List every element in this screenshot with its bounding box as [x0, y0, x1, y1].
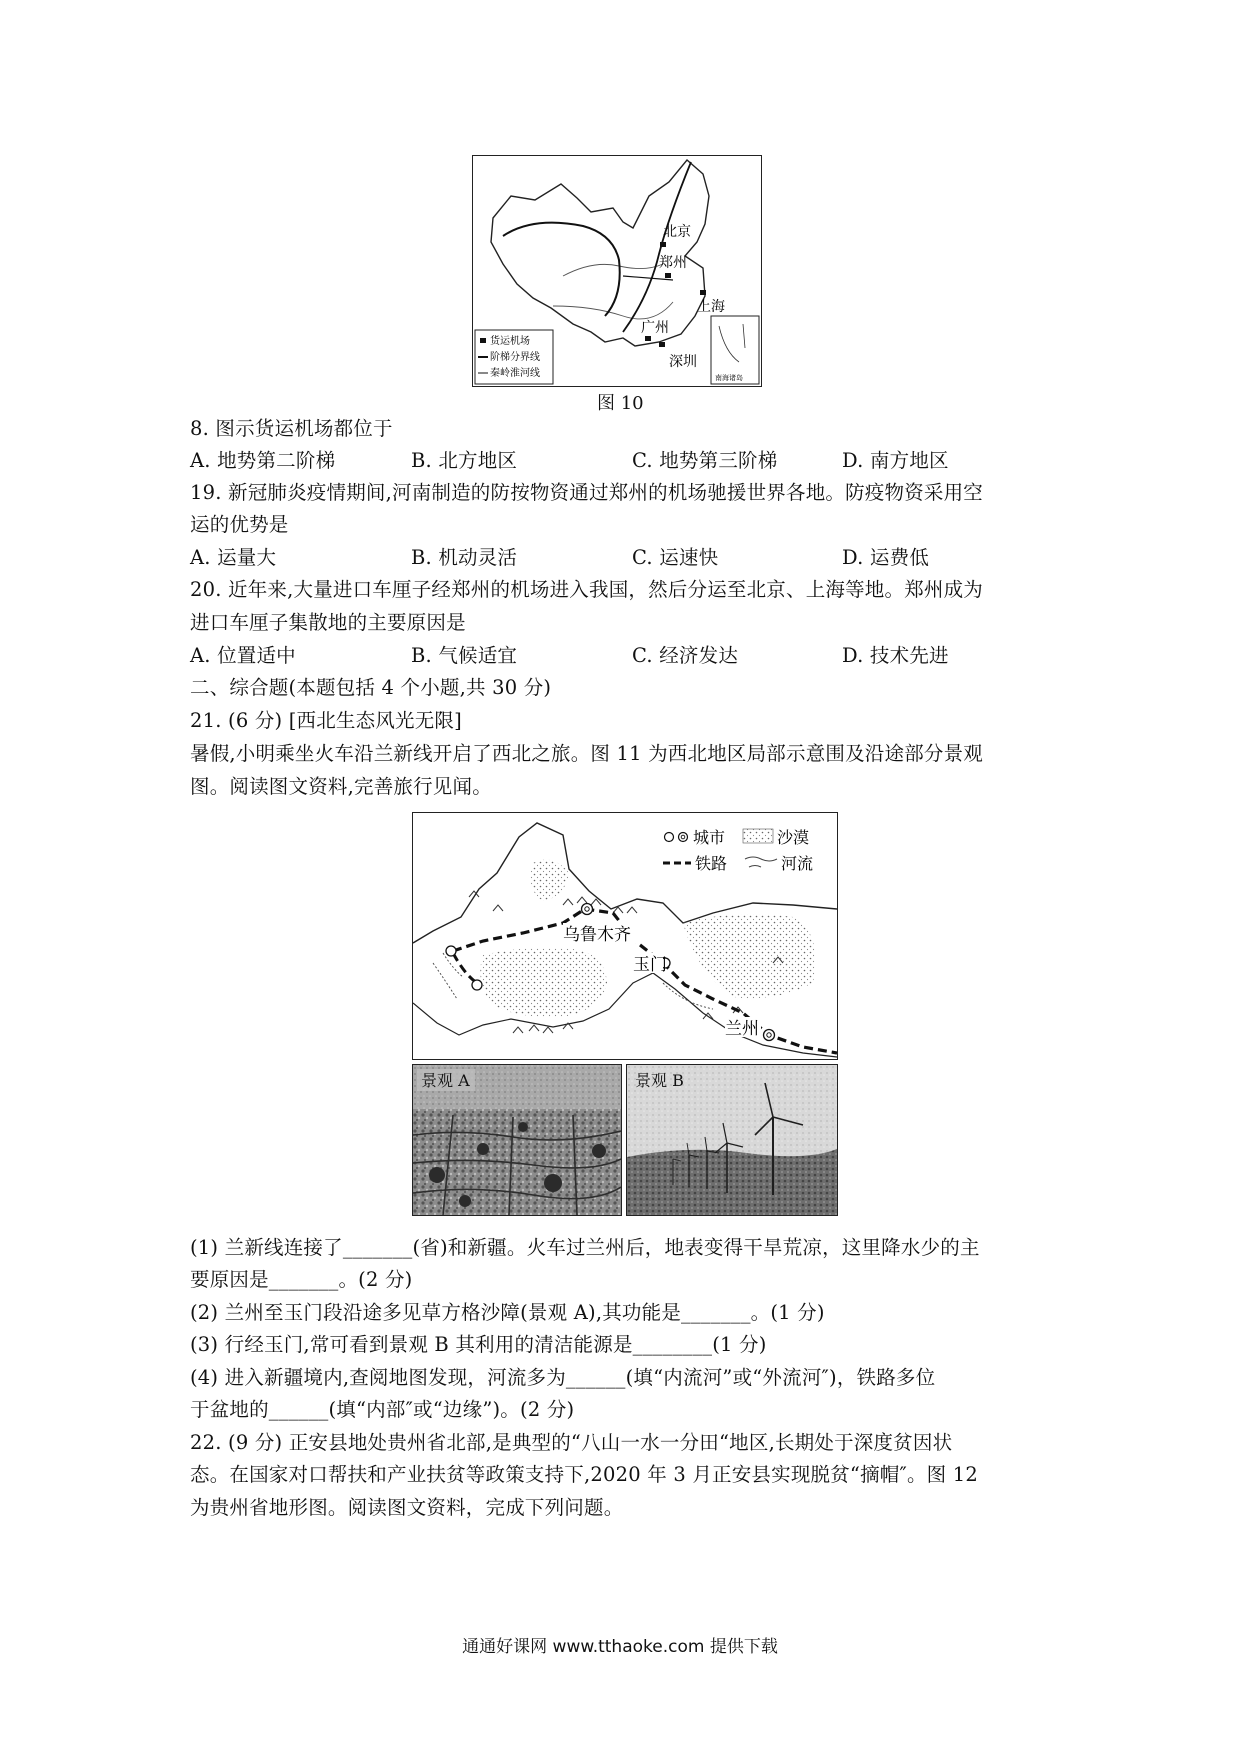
q20-stem-line1: 20. 近年来,大量进口车厘子经郑州的机场进入我国，然后分运至北京、上海等地。郑州成为 [190, 578, 984, 601]
q19-option-a: A. 运量大 [190, 546, 277, 569]
q21-intro-line1: 暑假,小明乘坐火车沿兰新线开启了西北之旅。图 11 为西北地区局部示意围及沿途部分景观 [190, 742, 984, 765]
airport-marker-shenzhen [659, 342, 665, 347]
q20-option-a: A. 位置适中 [190, 644, 296, 667]
q20-option-b: B. 气候适宜 [411, 644, 518, 667]
q22-line3: 为贵州省地形图。阅读图文资料，完成下列问题。 [190, 1496, 624, 1519]
figure-10-map [472, 155, 762, 387]
airport-marker-shanghai [700, 290, 706, 295]
airport-marker-zhengzhou [665, 273, 671, 278]
city-beijing: 北京 [663, 224, 691, 240]
desert-junggar [531, 860, 569, 901]
city-zhengzhou: 郑州 [659, 255, 687, 271]
q20-options [190, 644, 1090, 668]
q21-heading: 21. (6 分) [西北生态风光无限] [190, 709, 462, 732]
q21-sub1-line1: (1) 兰新线连接了_______(省)和新疆。火车过兰州后，地表变得干旱荒凉，这里降水少的主 [190, 1236, 980, 1259]
city-shenzhen: 深圳 [669, 354, 697, 370]
q19-option-c: C. 运速快 [632, 546, 719, 569]
airport-marker-beijing [660, 242, 666, 247]
city-kashgar-marker [472, 980, 482, 990]
northwest-map-svg [413, 813, 837, 1059]
q22-line1: 22. (9 分) 正安县地处贵州省北部,是典型的“八山一水一分田“地区,长期处于深度贫因状 [190, 1431, 953, 1454]
q19-option-b: B. 机动灵活 [411, 546, 518, 569]
q18-option-b: B. 北方地区 [411, 449, 518, 472]
legend-city: 城市 [693, 828, 726, 847]
yellow-river [563, 264, 663, 276]
city-urumqi: 乌鲁木齐 [563, 925, 631, 945]
legend-airport: 货运机场 [490, 336, 530, 347]
q20-stem-line2: 进口车厘子集散地的主要原因是 [190, 611, 466, 634]
q19-stem-line2: 运的优势是 [190, 513, 289, 536]
city-guangzhou: 广州 [641, 320, 669, 336]
airport-marker-guangzhou [645, 336, 651, 341]
section-2-heading: 二、综合题(本题包括 4 个小题,共 30 分) [190, 676, 552, 699]
q20-option-c: C. 经济发达 [632, 644, 739, 667]
figure-11-map [412, 812, 838, 1060]
q21-sub4-line2: 于盆地的______(填“内部″或“边缘”)。(2 分) [190, 1398, 575, 1421]
legend-desert: 沙漠 [777, 828, 810, 847]
legend-qinling: 秦岭淮河线 [490, 368, 540, 379]
q18-stem: 8. 图示货运机场都位于 [190, 417, 393, 440]
city-west-marker [446, 946, 456, 956]
qinling-huaihe-line [503, 223, 620, 316]
q19-options [190, 546, 1090, 570]
page-footer: 通通好课网 www.tthaoke.com 提供下载 [462, 1637, 778, 1657]
q21-sub1-line2: 要原因是_______。(2 分) [190, 1268, 413, 1291]
step-boundary-line [623, 162, 691, 332]
city-urumqi-marker [582, 904, 593, 915]
legend-step-line: 阶梯分界线 [490, 352, 540, 363]
q18-option-c: C. 地势第三阶梯 [632, 449, 778, 472]
q18-option-d: D. 南方地区 [842, 449, 949, 472]
landscape-b-label: 景观 B [635, 1071, 684, 1090]
desert-tarim [480, 948, 607, 1017]
q19-option-d: D. 运费低 [842, 546, 930, 569]
figure-10-caption: 图 10 [597, 393, 644, 414]
city-yumen: 玉门 [633, 955, 667, 975]
city-lanzhou: 兰州 [725, 1019, 759, 1039]
q21-sub3: (3) 行经玉门,常可看到景观 B 其利用的清洁能源是________(1 分) [190, 1333, 767, 1356]
landscape-a-photo [412, 1064, 622, 1216]
q18-options [190, 449, 1090, 473]
inset-label: 南海诸岛 [715, 374, 743, 382]
q19-stem-line1: 19. 新冠肺炎疫情期间,河南制造的防按物资通过郑州的机场驰援世界各地。防疫物资采用空 [190, 481, 984, 504]
legend-railway: 铁路 [695, 854, 728, 873]
q21-sub4-line1: (4) 进入新疆境内,查阅地图发现，河流多为______(填“内流河”或“外流河″)，铁路多位 [190, 1366, 936, 1389]
landscape-b-photo [626, 1064, 838, 1216]
q21-intro-line2: 图。阅读图文资料,完善旅行见闻。 [190, 775, 492, 798]
city-lanzhou-marker [764, 1030, 775, 1041]
legend-river: 河流 [781, 854, 814, 873]
q18-option-a: A. 地势第二阶梯 [190, 449, 336, 472]
desert-east [683, 914, 816, 998]
china-outline [491, 160, 709, 346]
q20-option-d: D. 技术先进 [842, 644, 949, 667]
china-map-svg [473, 156, 761, 386]
q21-sub2: (2) 兰州至玉门段沿途多见草方格沙障(景观 A),其功能是_______。(1 分) [190, 1301, 825, 1324]
landscape-a-label: 景观 A [421, 1071, 470, 1090]
q22-line2: 态。在国家对口帮扶和产业扶贫等政策支持下,2020 年 3 月正安县实现脱贫“摘帽″。图 12 [190, 1463, 978, 1486]
city-shanghai: 上海 [697, 299, 725, 315]
